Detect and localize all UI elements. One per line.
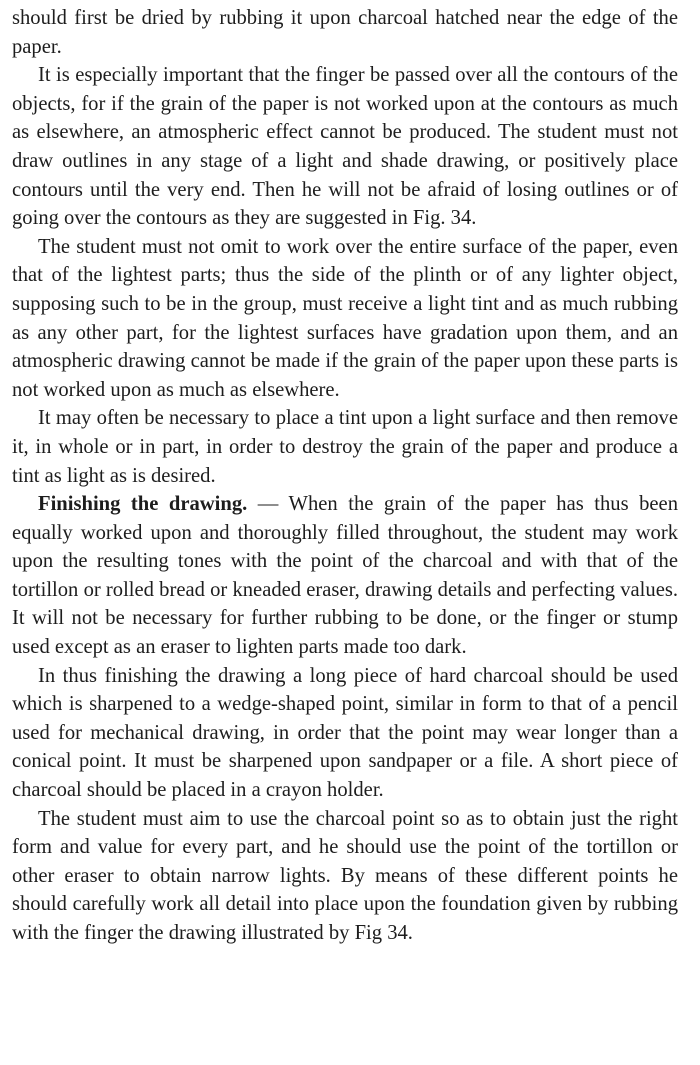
paragraph-charcoal-point <box>12 805 678 948</box>
paragraph-text: The student must not omit to work over the entire surface of the paper, even that of the lightest parts; thus the side of the plinth or of any lighter object, supposing such to be in the group, must receive a light tint and as much rubbing as any other part, for the lightest surfaces have gradation upon them, and an atmospheric drawing cannot be made if the grain of the paper upon these parts is not worked upon as much as elsewhere. <box>12 235 678 401</box>
paragraph-text: It may often be necessary to place a tint upon a light surface and then remove it, in whole or in part, in order to destroy the grain of the paper and produce a tint as light as is desired. <box>12 407 678 487</box>
paragraph-hard-charcoal <box>12 662 678 805</box>
paragraph-entire-surface <box>12 233 678 405</box>
paragraph-light-tint <box>12 404 678 490</box>
paragraph-text: should first be dried by rubbing it upon charcoal hatched near the edge of the paper. <box>12 7 678 58</box>
paragraph-contours <box>12 61 678 233</box>
book-page <box>12 4 678 948</box>
paragraph-finishing <box>12 490 678 662</box>
paragraph-text: It is especially important that the finger be passed over all the contours of the objects, for if the grain of the paper is not worked upon at the contours as much as elsewhere, an atmospheric effect cannot be produced. The student must not draw outlines in any stage of a light and shade drawing, or positively place contours until the very end. Then he will not be afraid of losing outlines or of going over the contours as they are suggested in Fig. 34. <box>12 64 678 230</box>
paragraph-text: In thus finishing the drawing a long piece of hard charcoal should be used which is sharpened to a wedge-shaped point, similar in form to that of a pencil used for mechanical drawing, in order that the point may wear longer than a conical point. It must be sharpened upon sandpaper or a file. A short piece of charcoal should be placed in a crayon holder. <box>12 664 678 802</box>
section-heading: Finishing the drawing. <box>38 493 248 516</box>
paragraph-text: The student must aim to use the charcoal point so as to obtain just the right form and value for every part, and he should use the point of the tortillon or other eraser to obtain narrow lights. By means of these different points he should carefully work all detail into place upon the foundation given by rubbing with the finger the drawing illustrated by Fig 34. <box>12 807 678 944</box>
paragraph-text: — When the grain of the paper has thus been equally worked upon and thoroughly filled throughout, the student may work upon the resulting tones with the point of the charcoal and with that of the tortillon or rolled bread or kneaded eraser, drawing details and perfecting values. It will not be necessary for further rubbing to be done, or the finger or stump used except as an eraser to lighten parts made too dark. <box>12 493 678 659</box>
paragraph-continuation <box>12 4 678 61</box>
